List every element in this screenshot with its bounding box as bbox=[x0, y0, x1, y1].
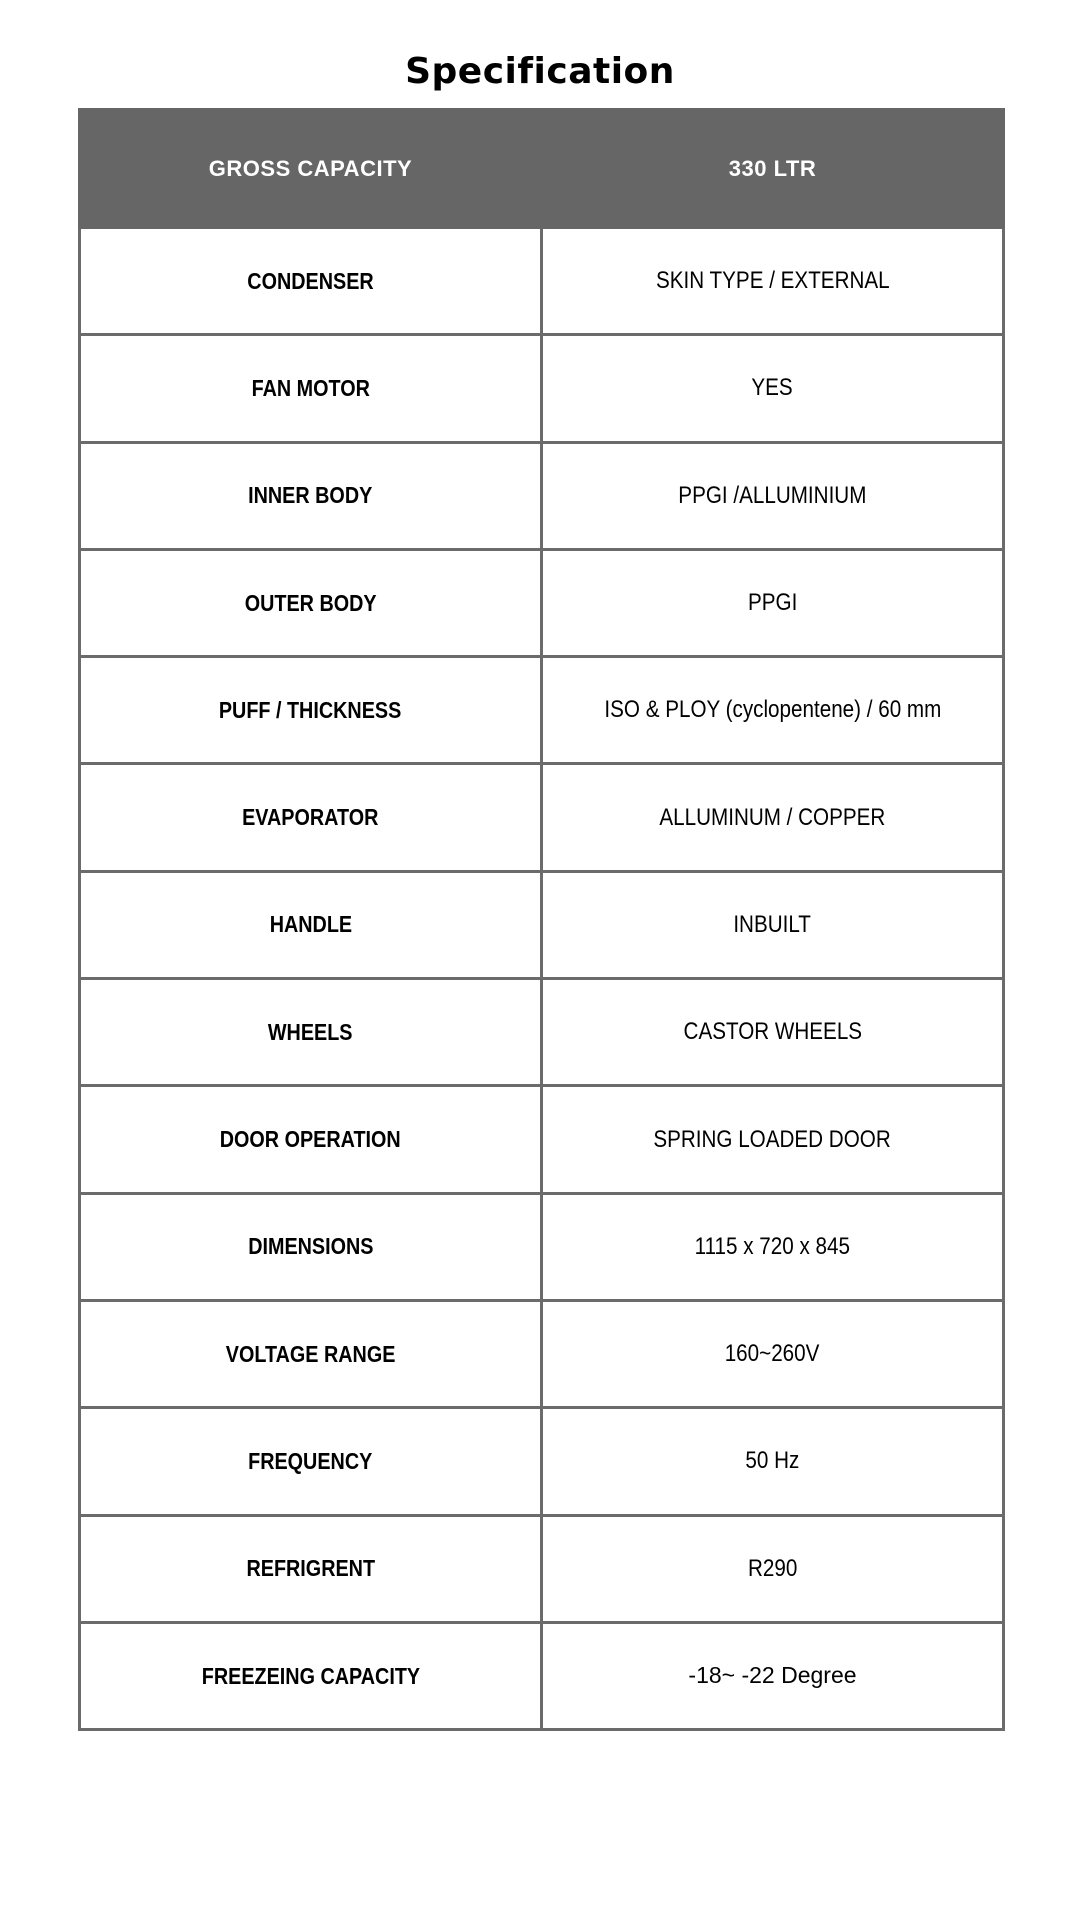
table-row bbox=[80, 657, 1004, 764]
spec-value-puff-thickness: ISO & PLOY (cyclopentene) / 60 mm bbox=[542, 657, 1004, 764]
spec-value-refrigrent: R290 bbox=[542, 1515, 1004, 1622]
table-row bbox=[80, 1408, 1004, 1515]
spec-label-wheels: WHEELS bbox=[80, 979, 542, 1086]
table-row bbox=[80, 228, 1004, 335]
table-row bbox=[80, 1622, 1004, 1729]
spec-value-door-operation: SPRING LOADED DOOR bbox=[542, 1086, 1004, 1193]
spec-value-condenser: SKIN TYPE / EXTERNAL bbox=[542, 228, 1004, 335]
spec-label-inner-body: INNER BODY bbox=[80, 442, 542, 549]
table-row bbox=[80, 549, 1004, 656]
specification-table bbox=[78, 108, 1005, 1731]
header-label-gross-capacity: GROSS CAPACITY bbox=[80, 110, 542, 228]
spec-label-fan-motor: FAN MOTOR bbox=[80, 335, 542, 442]
table-row bbox=[80, 1086, 1004, 1193]
spec-value-inner-body: PPGI /ALLUMINIUM bbox=[542, 442, 1004, 549]
table-row bbox=[80, 871, 1004, 978]
spec-value-voltage-range: 160~260V bbox=[542, 1300, 1004, 1407]
spec-value-outer-body: PPGI bbox=[542, 549, 1004, 656]
spec-value-evaporator: ALLUMINUM / COPPER bbox=[542, 764, 1004, 871]
table-row bbox=[80, 1515, 1004, 1622]
spec-label-evaporator: EVAPORATOR bbox=[80, 764, 542, 871]
table-row bbox=[80, 442, 1004, 549]
spec-label-frequency: FREQUENCY bbox=[80, 1408, 542, 1515]
table-row bbox=[80, 1300, 1004, 1407]
spec-label-puff-thickness: PUFF / THICKNESS bbox=[80, 657, 542, 764]
header-value-gross-capacity: 330 LTR bbox=[542, 110, 1004, 228]
spec-value-wheels: CASTOR WHEELS bbox=[542, 979, 1004, 1086]
table-row bbox=[80, 1193, 1004, 1300]
spec-value-fan-motor: YES bbox=[542, 335, 1004, 442]
spec-label-outer-body: OUTER BODY bbox=[80, 549, 542, 656]
page-title: Specification bbox=[405, 51, 675, 92]
table-row bbox=[80, 764, 1004, 871]
spec-label-dimensions: DIMENSIONS bbox=[80, 1193, 542, 1300]
table-row bbox=[80, 979, 1004, 1086]
spec-label-door-operation: DOOR OPERATION bbox=[80, 1086, 542, 1193]
spec-value-frequency: 50 Hz bbox=[542, 1408, 1004, 1515]
spec-label-handle: HANDLE bbox=[80, 871, 542, 978]
spec-value-handle: INBUILT bbox=[542, 871, 1004, 978]
table-row bbox=[80, 335, 1004, 442]
spec-value-freezeing-capacity: -18~ -22 Degree bbox=[542, 1622, 1004, 1729]
spec-value-dimensions: 1115 x 720 x 845 bbox=[542, 1193, 1004, 1300]
spec-label-voltage-range: VOLTAGE RANGE bbox=[80, 1300, 542, 1407]
spec-label-freezeing-capacity: FREEZEING CAPACITY bbox=[80, 1622, 542, 1729]
table-header-row bbox=[80, 110, 1004, 228]
spec-label-refrigrent: REFRIGRENT bbox=[80, 1515, 542, 1622]
spec-label-condenser: CONDENSER bbox=[80, 228, 542, 335]
